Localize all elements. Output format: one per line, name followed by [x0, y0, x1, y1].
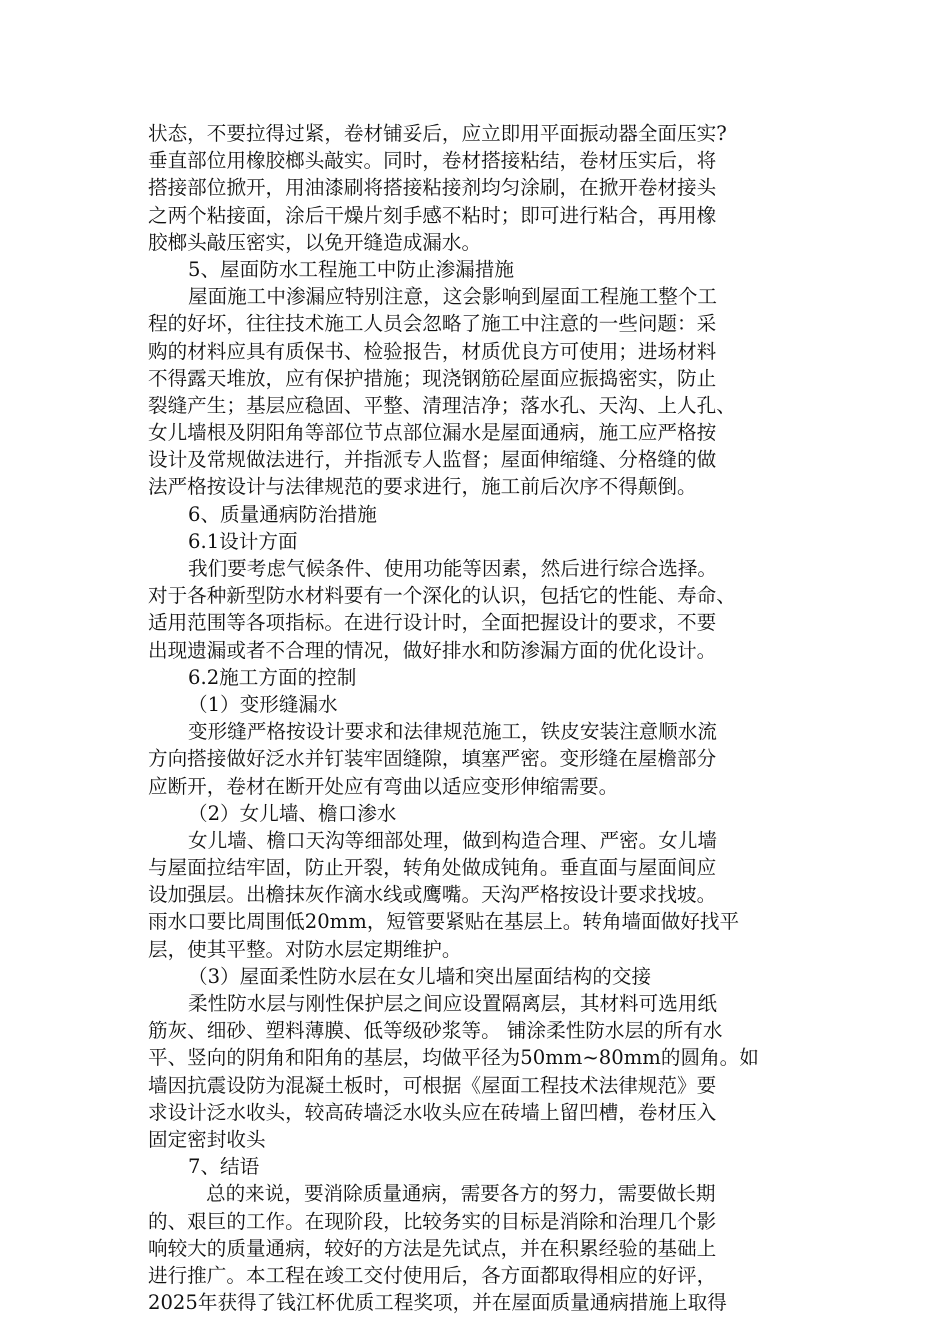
text-line: 墙因抗震设防为混凝土板时，可根据《屋面工程技术法律规范》要: [148, 1073, 717, 1097]
text-line: 柔性防水层与刚性保护层之间应设置隔离层，其材料可选用纸: [188, 992, 718, 1015]
text-line: 屋面施工中渗漏应特别注意，这会影响到屋面工程施工整个工: [188, 285, 718, 309]
text-line: 设计及常规做法进行，并指派专人监督；屋面伸缩缝、分格缝的做: [148, 448, 717, 472]
text-line: 响较大的质量通病，较好的方法是先试点，并在积累经验的基础上: [148, 1236, 717, 1260]
text-line: 6.2施工方面的控制: [188, 665, 357, 689]
text-line: 我们要考虑气候条件、使用功能等因素，然后进行综合选择。: [188, 557, 718, 580]
text-line: 2025年获得了钱江杯优质工程奖项，并在屋面质量通病措施上取得: [148, 1291, 727, 1315]
text-line: 状态，不要拉得过紧，卷材铺妥后，应立即用平面振动器全面压实?: [148, 122, 727, 145]
text-line: 与屋面拉结牢固，防止开裂，转角处做成钝角。垂直面与屋面间应: [148, 856, 717, 880]
text-line: 平、竖向的阴角和阳角的基层，均做平径为50mm~80mm的圆角。如: [148, 1046, 759, 1070]
text-line: 6、质量通病防治措施: [188, 502, 377, 526]
text-line: 女儿墙根及阴阳角等部位节点部位漏水是屋面通病，施工应严格按: [148, 421, 717, 445]
text-line: 法严格按设计与法律规范的要求进行，施工前后次序不得颠倒。: [148, 475, 697, 499]
text-line: 应断开，卷材在断开处应有弯曲以适应变形伸缩需要。: [148, 774, 619, 798]
text-line: 筋灰、细砂、塑料薄膜、低等级砂浆等。 铺涂柔性防水层的所有水: [148, 1019, 723, 1043]
text-line: （2）女儿墙、檐口渗水: [188, 801, 397, 825]
text-line: 设加强层。出檐抹灰作滴水线或鹰嘴。天沟严格按设计要求找坡。: [148, 883, 717, 907]
text-line: 求设计泛水收头，较高砖墙泛水收头应在砖墙上留凹槽，卷材压入: [148, 1100, 717, 1124]
document-body: [148, 120, 808, 1316]
text-line: 6.1设计方面: [188, 529, 298, 553]
text-line: （1）变形缝漏水: [188, 692, 338, 716]
text-line: 7、结语: [188, 1155, 260, 1179]
text-line: 5、屋面防水工程施工中防止渗漏措施: [188, 257, 514, 281]
text-line: 的、艰巨的工作。在现阶段，比较务实的目标是消除和治理几个影: [148, 1209, 717, 1233]
text-line: 不得露天堆放，应有保护措施；现浇钢筋砼屋面应振捣密实，防止: [148, 366, 717, 390]
text-line: 总的来说，要消除质量通病，需要各方的努力，需要做长期: [206, 1182, 716, 1206]
text-line: 女儿墙、檐口天沟等细部处理，做到构造合理、严密。女儿墙: [188, 828, 718, 852]
text-line: 购的材料应具有质保书、检验报告，材质优良方可使用；进场材料: [148, 339, 717, 363]
text-line: 程的好坏，往往技术施工人员会忽略了施工中注意的一些问题：采: [148, 312, 717, 336]
text-line: 对于各种新型防水材料要有一个深化的认识，包括它的性能、寿命、: [148, 584, 736, 608]
text-line: 出现遗漏或者不合理的情况，做好排水和防渗漏方面的优化设计。: [148, 638, 717, 662]
text-line: 方向搭接做好泛水并钉装牢固缝隙，填塞严密。变形缝在屋檐部分: [148, 747, 717, 771]
text-line: 变形缝严格按设计要求和法律规范施工，铁皮安装注意顺水流: [188, 720, 718, 744]
text-line: 裂缝产生；基层应稳固、平整、清理洁净；落水孔、天沟、上人孔、: [148, 393, 736, 417]
text-line: 进行推广。本工程在竣工交付使用后，各方面都取得相应的好评，: [148, 1263, 717, 1287]
text-line: 胶榔头敲压密实，以免开缝造成漏水。: [148, 230, 482, 254]
text-line: 固定密封收头: [148, 1127, 266, 1151]
text-line: 雨水口要比周围低20mm，短管要紧贴在基层上。转角墙面做好找平: [148, 910, 740, 934]
text-line: 搭接部位掀开，用油漆刷将搭接粘接剂均匀涂刷，在掀开卷材接头: [148, 176, 717, 200]
text-line: 层，使其平整。对防水层定期维护。: [148, 937, 462, 961]
text-line: 之两个粘接面，涂后干燥片刻手感不粘时；即可进行粘合，再用橡: [148, 203, 717, 227]
text-line: 垂直部位用橡胶榔头敲实。同时，卷材搭接粘结，卷材压实后，将: [148, 149, 717, 173]
text-line: 适用范围等各项指标。在进行设计时，全面把握设计的要求，不要: [148, 611, 717, 635]
text-line: （3）屋面柔性防水层在女儿墙和突出屋面结构的交接: [188, 964, 652, 988]
